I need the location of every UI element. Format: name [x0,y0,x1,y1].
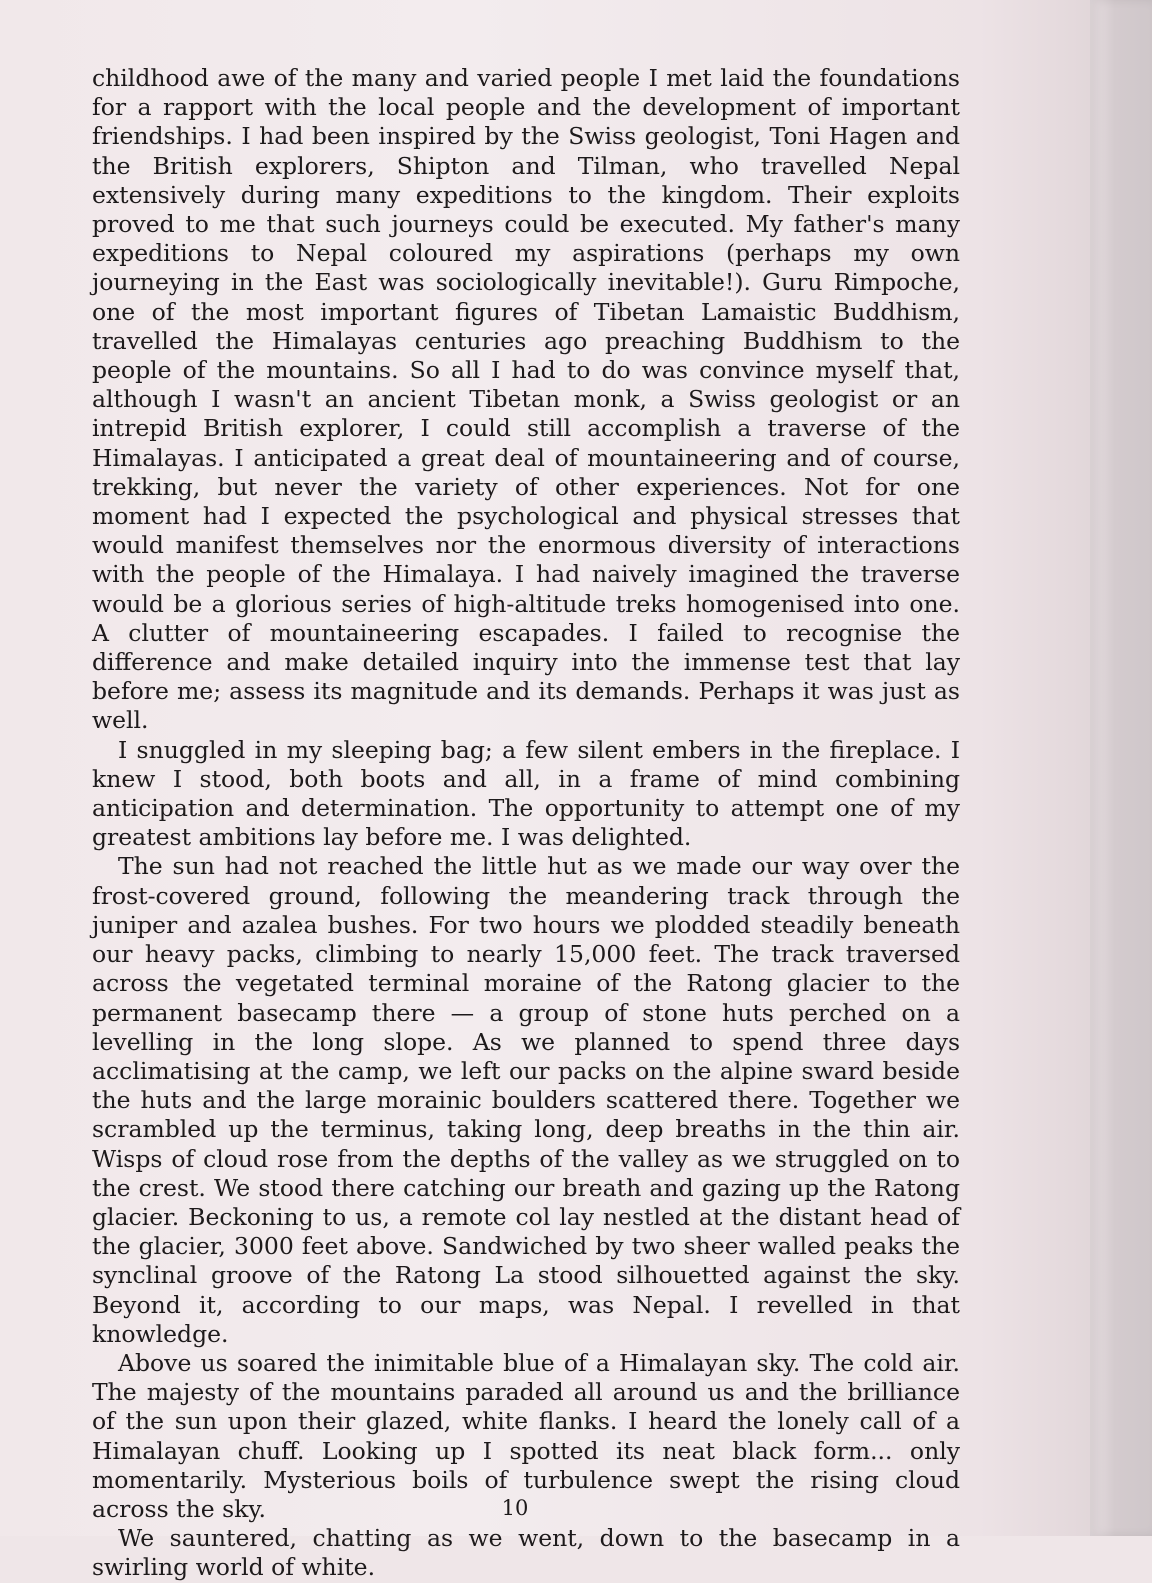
page-edge-shadow [1090,0,1152,1536]
paragraph-2: I snuggled in my sleeping bag; a few silent embers in the fireplace. I knew I stood, both boots and all, in a frame of mind combining anticipation and determination. The opportunity to attempt one of my greatest ambitions lay before me. I was delighted. [92,735,960,852]
paragraph-3: The sun had not reached the little hut as we made our way over the frost-covered ground, following the meandering track through the juniper and azalea bushes. For two hours we plodded steadily beneath our heavy packs, climbing to nearly 15,000 feet. The track traversed across the vegetated terminal moraine of the Ratong glacier to the permanent basecamp there — a group of stone huts perched on a levelling in the long slope. As we planned to spend three days acclimatising at the camp, we left our packs on the alpine sward beside the huts and the large morainic boulders scattered there. Together we scrambled up the terminus, taking long, deep breaths in the thin air. Wisps of cloud rose from the depths of the valley as we struggled on to the crest. We stood there catching our breath and gazing up the Ratong glacier. Beckoning to us, a remote col lay nestled at the distant head of the glacier, 3000 feet above. Sandwiched by two sheer walled peaks the synclinal groove of the Ratong La stood silhouetted against the sky. Beyond it, according to our maps, was Nepal. I revelled in that knowledge. [92,852,960,1348]
page-number: 10 [501,1496,529,1520]
paragraph-4: Above us soared the inimitable blue of a Himalayan sky. The cold air. The majesty of the mountains paraded all around us and the brilliance of the sun upon their glazed, white flanks. I heard the lonely call of a Himalayan chuff. Looking up I spotted its neat black form... only momentarily. Mysterious boils of turbulence swept the rising cloud across the sky. [92,1348,960,1523]
paragraph-5: We sauntered, chatting as we went, down to the basecamp in a swirling world of white. [92,1524,960,1582]
paragraph-1: childhood awe of the many and varied people I met laid the foundations for a rapport with the local people and the development of important friendships. I had been inspired by the Swiss geologist, Toni Hagen and the British explorers, Shipton and Tilman, who travelled Nepal extensively during many expeditions to the kingdom. Their exploits proved to me that such journeys could be executed. My father's many expeditions to Nepal coloured my aspirations (perhaps my own journeying in the East was sociologically inevitable!). Guru Rimpoche, one of the most important figures of Tibetan Lamaistic Buddhism, travelled the Himalayas centuries ago preaching Buddhism to the people of the mountains. So all I had to do was convince myself that, although I wasn't an ancient Tibetan monk, a Swiss geologist or an intrepid British explorer, I could still accomplish a traverse of the Himalayas. I anticipated a great deal of mountaineering and of course, trekking, but never the variety of other experiences. Not for one moment had I expected the psychological and physical stresses that would manifest themselves nor the enormous diversity of interactions with the people of the Himalaya. I had naively imagined the traverse would be a glorious series of high-altitude treks homogenised into one. A clutter of mountaineering escapades. I failed to recognise the difference and make detailed inquiry into the immense test that lay before me; assess its magnitude and its demands. Perhaps it was just as well. [92,64,960,735]
body-text [92,64,960,1583]
